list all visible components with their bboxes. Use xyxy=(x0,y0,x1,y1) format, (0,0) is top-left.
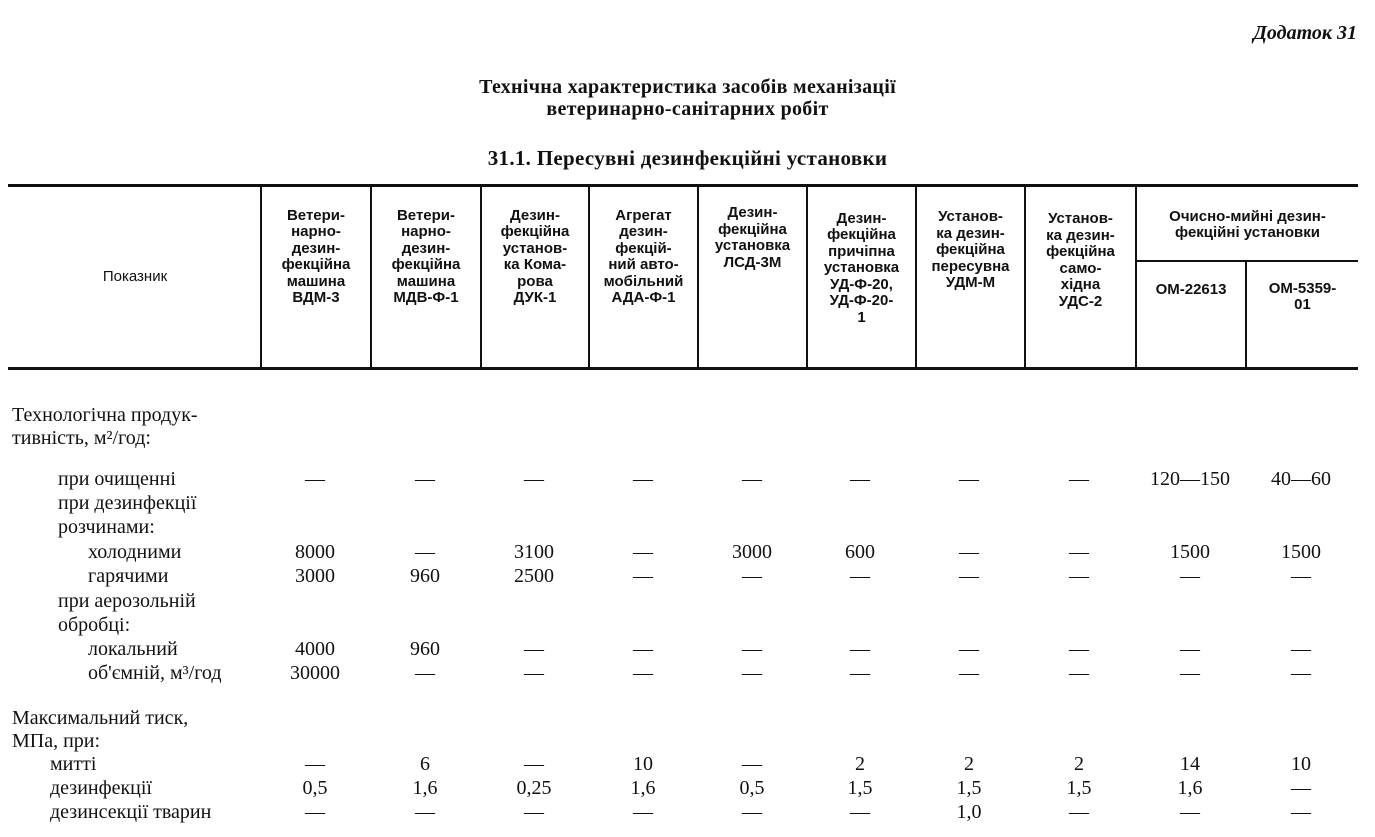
table-cell: 4000 xyxy=(295,638,335,660)
row-label: при очищенні xyxy=(58,468,176,490)
table-cell: — xyxy=(633,801,653,823)
table-cell: — xyxy=(1069,801,1089,823)
table-cell: — xyxy=(1291,777,1311,799)
table-cell: 960 xyxy=(410,638,440,660)
header-col-9: ОМ-22613 xyxy=(1155,280,1227,298)
table-title: 31.1. Пересувні дезинфекційні установки xyxy=(487,146,888,170)
table-cell: 1,6 xyxy=(630,777,656,799)
table-cell: — xyxy=(1180,801,1200,823)
table-row xyxy=(0,589,1375,613)
row-label: гарячими xyxy=(88,565,169,587)
header-group: Очисно-мийні дезин- фекційні установки xyxy=(1169,207,1326,241)
table-cell: 10 xyxy=(1291,753,1311,775)
table-cell: 6 xyxy=(420,753,430,775)
table-row xyxy=(0,467,1375,491)
table-cell: — xyxy=(633,565,653,587)
table-cell: — xyxy=(742,565,762,587)
header-col-5: Дезин- фекційна установка ЛСД-3М xyxy=(714,204,791,271)
table-cell: — xyxy=(1180,565,1200,587)
table-cell: — xyxy=(850,565,870,587)
header-col-1: Ветери- нарно- дезин- фекційна машина ВДМ-3 xyxy=(281,206,351,306)
table-cell: — xyxy=(633,638,653,660)
table-cell: 0,25 xyxy=(516,777,552,799)
table-cell: 1,6 xyxy=(1177,777,1203,799)
table-cell: — xyxy=(742,468,762,490)
table-cell: — xyxy=(524,801,544,823)
table-cell: 30000 xyxy=(290,662,340,684)
table-cell: 600 xyxy=(845,541,875,563)
table-cell: 0,5 xyxy=(739,777,765,799)
table-cell: — xyxy=(959,662,979,684)
section-pressure: Максимальний тиск, МПа, при: xyxy=(12,707,189,752)
table-cell: — xyxy=(415,662,435,684)
table-cell: — xyxy=(959,468,979,490)
table-row xyxy=(0,564,1375,588)
header-col-4: Агрегат дезин- фекцій- ний авто- мобільний АДА-Ф-1 xyxy=(603,206,684,306)
table-cell: — xyxy=(959,565,979,587)
table-cell: — xyxy=(1180,662,1200,684)
table-cell: — xyxy=(959,541,979,563)
table-cell: — xyxy=(633,662,653,684)
row-label: дезинсекції тварин xyxy=(50,801,212,823)
table-cell: 2 xyxy=(1074,753,1084,775)
table-cell: — xyxy=(1291,638,1311,660)
table-row xyxy=(0,661,1375,685)
table-cell: 1500 xyxy=(1281,541,1321,563)
table-cell: — xyxy=(1180,638,1200,660)
row-label: при аерозольній xyxy=(58,590,196,612)
table-cell: 1500 xyxy=(1170,541,1210,563)
table-cell: — xyxy=(850,662,870,684)
table-cell: — xyxy=(1069,638,1089,660)
addendum-label: Додаток 31 xyxy=(1253,22,1357,44)
table-cell: — xyxy=(1069,468,1089,490)
table-row xyxy=(0,752,1375,776)
table-cell: 1,5 xyxy=(956,777,982,799)
table-cell: 14 xyxy=(1180,753,1200,775)
table-cell: — xyxy=(305,468,325,490)
table-cell: — xyxy=(1069,662,1089,684)
table-cell: — xyxy=(415,541,435,563)
header-col-7: Установ- ка дезин- фекційна пересувна УДМ-М xyxy=(931,208,1010,292)
row-label: при дезинфекції xyxy=(58,492,197,514)
header-col-8: Установ- ка дезин- фекційна само- хідна УДС-2 xyxy=(1046,210,1115,310)
table-cell: 8000 xyxy=(295,541,335,563)
table-cell: 1,5 xyxy=(847,777,873,799)
table-cell: 2 xyxy=(855,753,865,775)
table-cell: — xyxy=(305,753,325,775)
row-label: локальний xyxy=(88,638,178,660)
section-productivity: Технологічна продук- тивність, м²/год: xyxy=(12,404,198,449)
row-label: розчинами: xyxy=(58,516,155,538)
table-cell: 960 xyxy=(410,565,440,587)
table-cell: 1,5 xyxy=(1066,777,1092,799)
table-row xyxy=(0,613,1375,637)
table-row xyxy=(0,491,1375,515)
table-header-bottom-rule xyxy=(8,367,1358,370)
group-header-divider xyxy=(1135,260,1358,262)
table-cell: 3100 xyxy=(514,541,554,563)
table-cell: — xyxy=(633,541,653,563)
table-cell: — xyxy=(850,801,870,823)
table-cell: 3000 xyxy=(732,541,772,563)
table-row xyxy=(0,515,1375,539)
table-cell: — xyxy=(1069,541,1089,563)
row-label: дезинфекції xyxy=(50,777,152,799)
table-cell: — xyxy=(305,801,325,823)
table-cell: 120—150 xyxy=(1150,468,1230,490)
table-cell: — xyxy=(1291,565,1311,587)
table-cell: 3000 xyxy=(295,565,335,587)
header-col-2: Ветери- нарно- дезин- фекційна машина МДВ-Ф-1 xyxy=(391,206,461,306)
header-col-3: Дезин- фекційна установ- ка Кома- рова ДУК-1 xyxy=(500,206,570,306)
header-col-6: Дезин- фекційна причіпна установка УД-Ф-20, УД-Ф-20- 1 xyxy=(823,209,900,326)
table-cell: 10 xyxy=(633,753,653,775)
table-cell: — xyxy=(742,638,762,660)
table-cell: — xyxy=(850,638,870,660)
table-cell: — xyxy=(1291,662,1311,684)
table-row xyxy=(0,637,1375,661)
table-cell: — xyxy=(742,753,762,775)
header-stub: Показник xyxy=(102,267,168,285)
table-cell: — xyxy=(959,638,979,660)
table-cell: — xyxy=(1291,801,1311,823)
row-label: обробці: xyxy=(58,614,131,636)
table-row xyxy=(0,540,1375,564)
document-subtitle: ветеринарно-санітарних робіт xyxy=(546,98,829,120)
table-cell: — xyxy=(742,801,762,823)
table-cell: — xyxy=(742,662,762,684)
table-cell: 2500 xyxy=(514,565,554,587)
table-row xyxy=(0,776,1375,800)
table-cell: — xyxy=(524,662,544,684)
table-cell: — xyxy=(524,753,544,775)
document-title: Технічна характеристика засобів механізації xyxy=(479,76,896,98)
table-cell: 2 xyxy=(964,753,974,775)
table-row xyxy=(0,800,1375,824)
table-cell: — xyxy=(415,801,435,823)
row-label: об'ємній, м³/год xyxy=(88,662,222,684)
table-cell: 1,0 xyxy=(956,801,982,823)
table-cell: 1,6 xyxy=(412,777,438,799)
table-cell: — xyxy=(850,468,870,490)
table-cell: — xyxy=(524,468,544,490)
table-cell: — xyxy=(524,638,544,660)
table-cell: 40—60 xyxy=(1271,468,1331,490)
table-cell: 0,5 xyxy=(302,777,328,799)
header-col-10: ОМ-5359- 01 xyxy=(1268,279,1337,313)
table-cell: — xyxy=(633,468,653,490)
row-label: митті xyxy=(50,753,97,775)
table-cell: — xyxy=(1069,565,1089,587)
table-cell: — xyxy=(415,468,435,490)
row-label: холодними xyxy=(88,541,182,563)
